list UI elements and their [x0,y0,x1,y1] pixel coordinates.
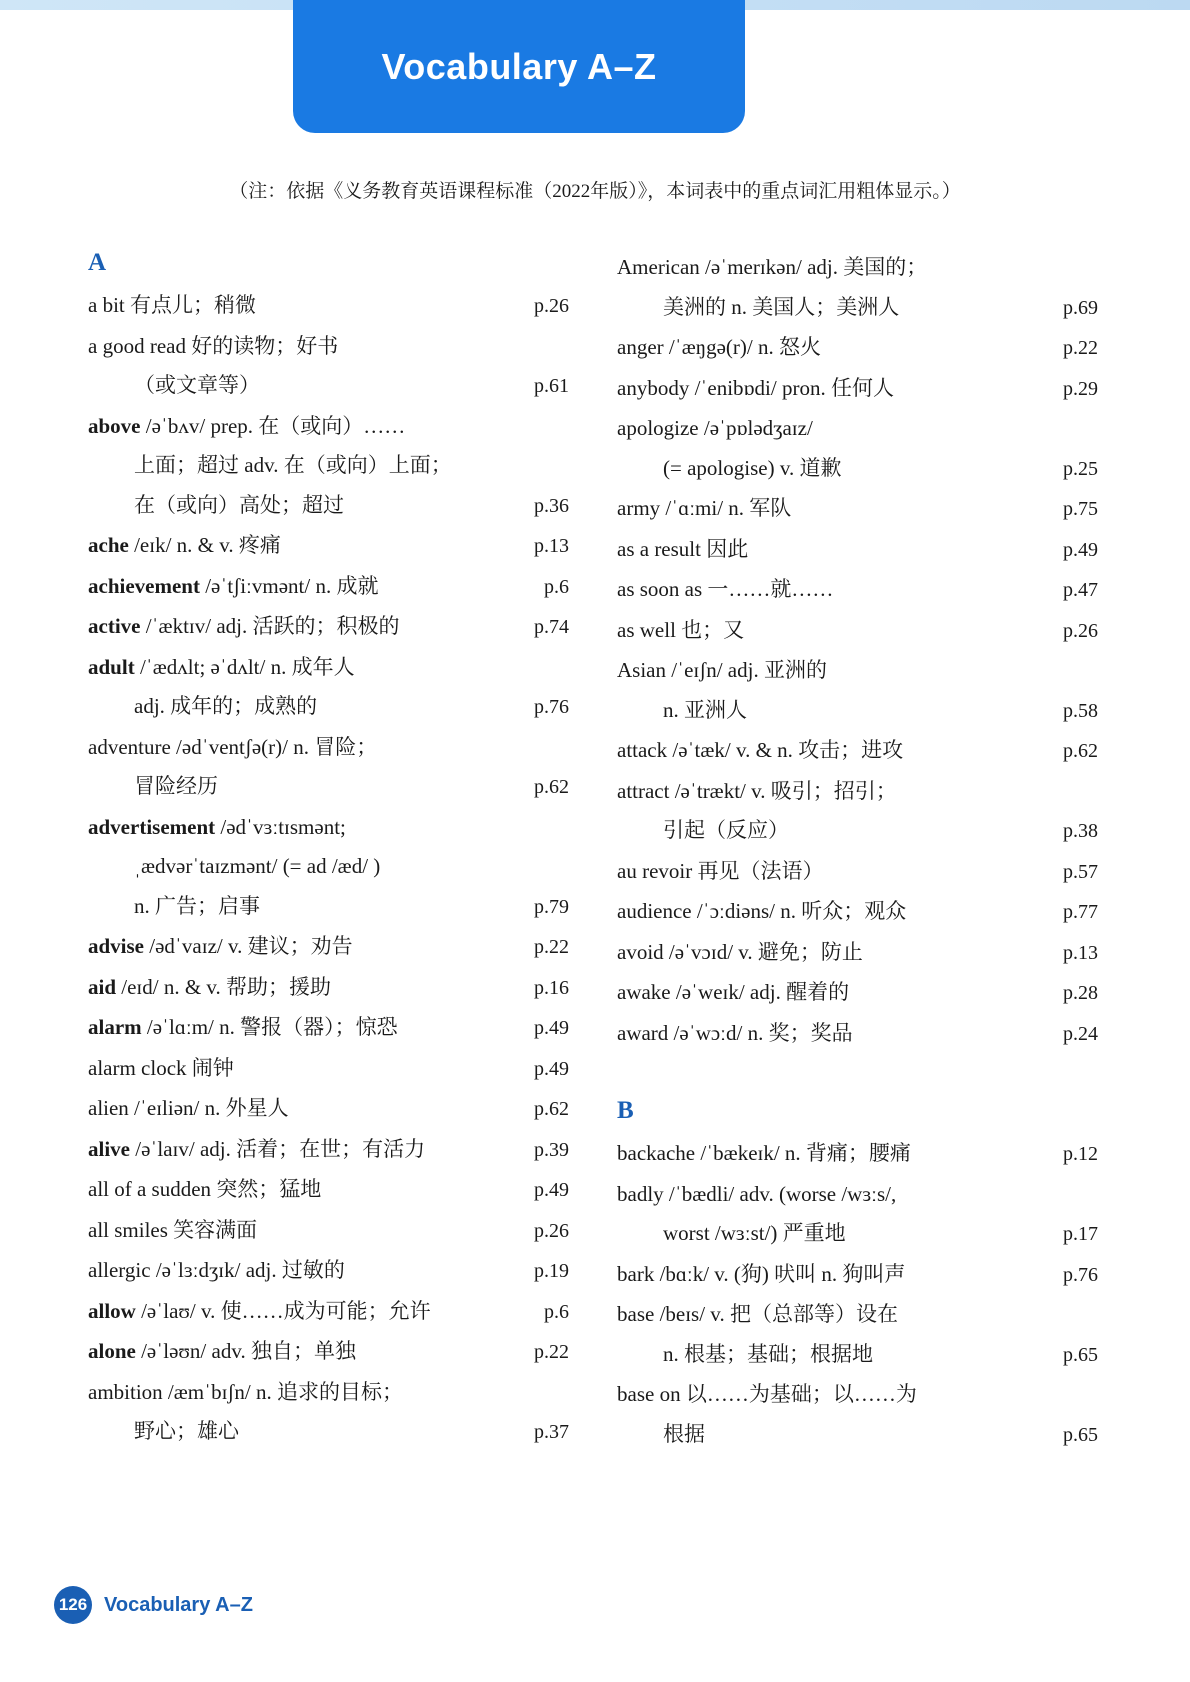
entry-text: worst /wɜːst/) 严重地 [663,1221,846,1245]
entry-page-ref: p.24 [1063,1022,1098,1045]
vocabulary-entry [88,1008,569,1049]
vocabulary-entry [88,968,569,1009]
vocabulary-entry [88,648,569,688]
entry-definition: /əˈbʌv/ prep. 在（或向）…… [140,413,406,438]
entry-page-ref: p.69 [1063,296,1098,319]
entry-page-ref: p.6 [544,575,569,598]
vocabulary-entry [617,811,1098,852]
vocabulary-entry [88,567,569,608]
entry-page-ref: p.65 [1063,1343,1098,1366]
entry-text [88,607,399,647]
vocabulary-entry [617,1134,1098,1175]
entry-page-ref: p.28 [1063,982,1098,1004]
entry-text: award /əˈwɔːd/ n. 奖；奖品 [617,1020,853,1045]
entry-page-ref: p.29 [1063,377,1098,400]
vocabulary-entry [617,530,1098,571]
entry-text: apologize /əˈpɒlədʒaɪz/ [617,416,813,440]
entry-page-ref: p.75 [1063,498,1098,520]
entry-page-ref: p.22 [534,936,569,958]
entry-text: anger /ˈæŋgə(r)/ n. 怒火 [617,335,821,359]
entry-text: n. 根基；基础；根据地 [663,1341,873,1366]
entry-page-ref: p.13 [534,535,569,557]
entry-headword: above [88,413,141,438]
entry-text: army /ˈɑːmi/ n. 军队 [617,496,792,520]
entry-text [88,407,405,447]
entry-text: (= apologise) v. 道歉 [663,455,842,480]
entry-text: all smiles 笑容满面 [88,1217,258,1242]
entry-text: audience /ˈɔːdiəns/ n. 听众；观众 [617,899,907,923]
entry-text: as soon as 一……就…… [617,577,834,601]
entry-text [88,1130,425,1170]
vocabulary-entry [88,767,569,808]
vocabulary-entry [617,248,1098,288]
entry-headword: allow [88,1298,136,1323]
left-entry-list [88,286,569,1453]
entry-text [88,648,355,688]
entry-page-ref: p.58 [1063,699,1098,722]
entry-text: （或文章等） [134,373,260,397]
entry-definition: /eɪd/ n. & v. 帮助；援助 [116,974,332,999]
vocabulary-entry [617,489,1098,530]
entry-page-ref: p.17 [1063,1223,1098,1245]
vocabulary-entry [88,808,569,848]
entry-headword: adult [88,654,135,679]
entry-page-ref: p.62 [534,776,569,798]
entry-definition: /ədˈvɜːtɪsmənt; [215,814,346,839]
entry-text: anybody /ˈenibɒdi/ pron. 任何人 [617,375,894,400]
entry-page-ref: p.22 [534,1341,569,1363]
entry-text [88,808,346,848]
vocabulary-entry [88,927,569,968]
entry-headword: alone [88,1339,136,1363]
entry-headword: active [88,614,141,638]
entry-text: Asian /ˈeɪʃn/ adj. 亚洲的 [617,658,827,682]
vocabulary-entry [88,728,569,768]
vocabulary-entry [617,892,1098,933]
entry-page-ref: p.65 [1063,1423,1098,1446]
entry-definition: /ˈæktɪv/ adj. 活跃的；积极的 [140,614,400,638]
entry-text: attack /əˈtæk/ v. & n. 攻击；进攻 [617,738,904,762]
vocabulary-entry [88,1049,569,1090]
right-entry-list-a [617,248,1098,1054]
vocabulary-entry [617,570,1098,611]
vocabulary-columns [88,248,1098,1455]
entry-text: American /əˈmerɪkən/ adj. 美国的； [617,255,928,279]
left-column [88,248,569,1455]
letter-heading-b: B [617,1097,634,1124]
entry-headword: achievement [88,573,200,598]
entry-headword: ache [88,533,129,557]
entry-page-ref: p.26 [534,295,569,317]
entry-page-ref: p.49 [534,1057,569,1080]
entry-text [88,1292,431,1332]
vocabulary-entry [617,933,1098,974]
entry-page-ref: p.61 [534,375,569,397]
vocabulary-entry [88,286,569,327]
vocabulary-entry [617,731,1098,772]
entry-page-ref: p.76 [534,696,569,718]
entry-text [88,1332,356,1372]
vocabulary-entry [617,691,1098,732]
entry-text: backache /ˈbækeɪk/ n. 背痛；腰痛 [617,1141,911,1165]
entry-text [88,968,331,1008]
entry-text: avoid /əˈvɔɪd/ v. 避免；防止 [617,939,863,964]
entry-text: badly /ˈbædli/ adv. (worse /wɜːs/, [617,1181,897,1206]
entry-definition: /əˈlaʊ/ v. 使……成为可能；允许 [135,1298,431,1323]
entry-text: base /beɪs/ v. 把（总部等）设在 [617,1302,898,1326]
entry-page-ref: p.47 [1063,579,1098,601]
entry-page-ref: p.36 [534,494,569,517]
entry-page-ref: p.26 [534,1219,569,1242]
entry-text: ambition /æmˈbɪʃn/ n. 追求的目标； [88,1379,403,1404]
standards-note: （注：依据《义务教育英语课程标准（2022年版）》，本词表中的重点词汇用粗体显示。） [229,181,961,202]
entry-text [88,1008,398,1048]
vocabulary-entry [88,847,569,887]
vocabulary-entry [617,973,1098,1014]
page-title-tab [293,0,745,133]
vocabulary-entry [617,651,1098,691]
entry-page-ref: p.77 [1063,901,1098,923]
vocabulary-entry [88,526,569,567]
entry-headword: alive [88,1136,130,1161]
vocabulary-entry [617,1175,1098,1215]
entry-text: 根据 [663,1421,705,1446]
entry-text: au revoir 再见（法语） [617,858,824,883]
entry-page-ref: p.74 [534,616,569,638]
right-entry-list-b [617,1134,1098,1455]
vocabulary-entry [617,611,1098,652]
entry-page-ref: p.39 [534,1138,569,1161]
entry-text: n. 亚洲人 [663,697,747,722]
entry-page-ref: p.79 [534,895,569,918]
entry-page-ref: p.62 [534,1098,569,1120]
entry-text: 冒险经历 [134,774,218,798]
entry-text: attract /əˈtrækt/ v. 吸引；招引； [617,778,897,803]
vocabulary-entry [617,1335,1098,1376]
vocabulary-entry [617,1014,1098,1055]
entry-headword: aid [88,974,117,999]
entry-definition: /ˈædʌlt; əˈdʌlt/ n. 成年人 [134,654,355,679]
entry-page-ref: p.38 [1063,820,1098,842]
vocabulary-entry [88,1089,569,1130]
entry-text: 美洲的 n. 美国人；美洲人 [663,294,900,319]
entry-page-ref: p.76 [1063,1263,1098,1286]
vocabulary-entry [88,1292,569,1333]
vocabulary-entry [88,607,569,648]
vocabulary-entry [88,1211,569,1252]
entry-page-ref: p.13 [1063,941,1098,964]
vocabulary-entry [617,1295,1098,1335]
vocabulary-entry [88,366,569,407]
entry-page-ref: p.49 [534,1017,569,1039]
entry-text: allergic /əˈlɜːdʒɪk/ adj. 过敏的 [88,1258,345,1282]
entry-page-ref: p.26 [1063,619,1098,642]
page-title: Vocabulary A–Z [381,45,657,87]
entry-definition: /əˈləʊn/ adv. 独自；单独 [135,1339,356,1363]
vocabulary-entry [617,772,1098,812]
entry-text: 野心；雄心 [134,1419,239,1443]
letter-heading-a: A [88,249,107,276]
entry-page-ref: p.22 [1063,337,1098,359]
vocabulary-entry [617,1214,1098,1255]
entry-headword: alarm [88,1015,142,1039]
entry-page-ref: p.25 [1063,457,1098,480]
vocabulary-entry [617,449,1098,490]
vocabulary-entry [88,486,569,527]
entry-page-ref: p.37 [534,1421,569,1443]
entry-page-ref: p.49 [1063,538,1098,561]
entry-text: base on 以……为基础；以……为 [617,1382,917,1406]
right-column [617,248,1098,1455]
entry-definition: /eɪk/ n. & v. 疼痛 [128,533,281,557]
entry-text: 在（或向）高处；超过 [134,492,344,517]
vocabulary-entry [617,288,1098,329]
page-number-badge: 126 [54,1586,92,1624]
entry-text: a bit 有点儿；稍微 [88,293,256,317]
entry-text: as a result 因此 [617,536,749,561]
vocabulary-entry [617,1375,1098,1415]
entry-definition: /əˈlɑːm/ n. 警报（器）；惊恐 [141,1015,398,1039]
entry-text: awake /əˈweɪk/ adj. 醒着的 [617,980,850,1004]
vocabulary-entry [88,1130,569,1171]
entry-page-ref: p.49 [534,1179,569,1201]
entry-page-ref: p.57 [1063,860,1098,883]
entry-text: 引起（反应） [663,818,789,842]
entry-headword: advise [88,934,145,958]
vocabulary-entry [88,1332,569,1373]
vocabulary-entry [617,369,1098,410]
entry-text: alien /ˈeɪliən/ n. 外星人 [88,1096,289,1120]
vocabulary-entry [88,687,569,728]
page-footer [54,1586,253,1624]
entry-text: adj. 成年的；成熟的 [134,694,318,718]
entry-text [88,526,281,566]
vocabulary-entry [88,1170,569,1211]
entry-text [88,567,378,607]
vocabulary-entry [88,327,569,367]
vocabulary-entry [617,1415,1098,1456]
entry-text: ˌædvərˈtaɪzmənt/ (= ad /æd/ ) [134,854,381,878]
vocabulary-entry [88,1251,569,1292]
vocabulary-entry [88,1412,569,1453]
entry-headword: advertisement [88,814,216,839]
entry-page-ref: p.19 [534,1260,569,1282]
entry-text: adventure /ədˈventʃə(r)/ n. 冒险； [88,734,378,759]
entry-page-ref: p.62 [1063,740,1098,762]
entry-text: all of a sudden 突然；猛地 [88,1177,322,1201]
vocabulary-entry [88,446,569,486]
entry-text: n. 广告；启事 [134,893,260,918]
entry-text: alarm clock 闹钟 [88,1055,234,1080]
vocabulary-entry [88,887,569,928]
vocabulary-entry [617,409,1098,449]
entry-definition: /əˈtʃiːvmənt/ n. 成就 [199,573,379,598]
entry-text: bark /bɑːk/ v. (狗) 吠叫 n. 狗叫声 [617,1261,906,1286]
vocabulary-entry [617,1255,1098,1296]
footer-section-label: Vocabulary A–Z [104,1593,253,1616]
vocabulary-entry [88,407,569,447]
entry-page-ref: p.6 [544,1300,569,1323]
entry-page-ref: p.16 [534,976,569,999]
entry-definition: /ədˈvaɪz/ v. 建议；劝告 [144,934,353,958]
vocabulary-entry [617,852,1098,893]
entry-text: as well 也；又 [617,617,745,642]
entry-text: a good read 好的读物；好书 [88,333,339,358]
entry-definition: /əˈlaɪv/ adj. 活着；在世；有活力 [130,1136,426,1161]
entry-text: 上面；超过 adv. 在（或向）上面； [134,453,452,477]
entry-page-ref: p.12 [1063,1143,1098,1165]
entry-text [88,927,353,967]
vocabulary-entry [88,1373,569,1413]
vocabulary-entry [617,328,1098,369]
